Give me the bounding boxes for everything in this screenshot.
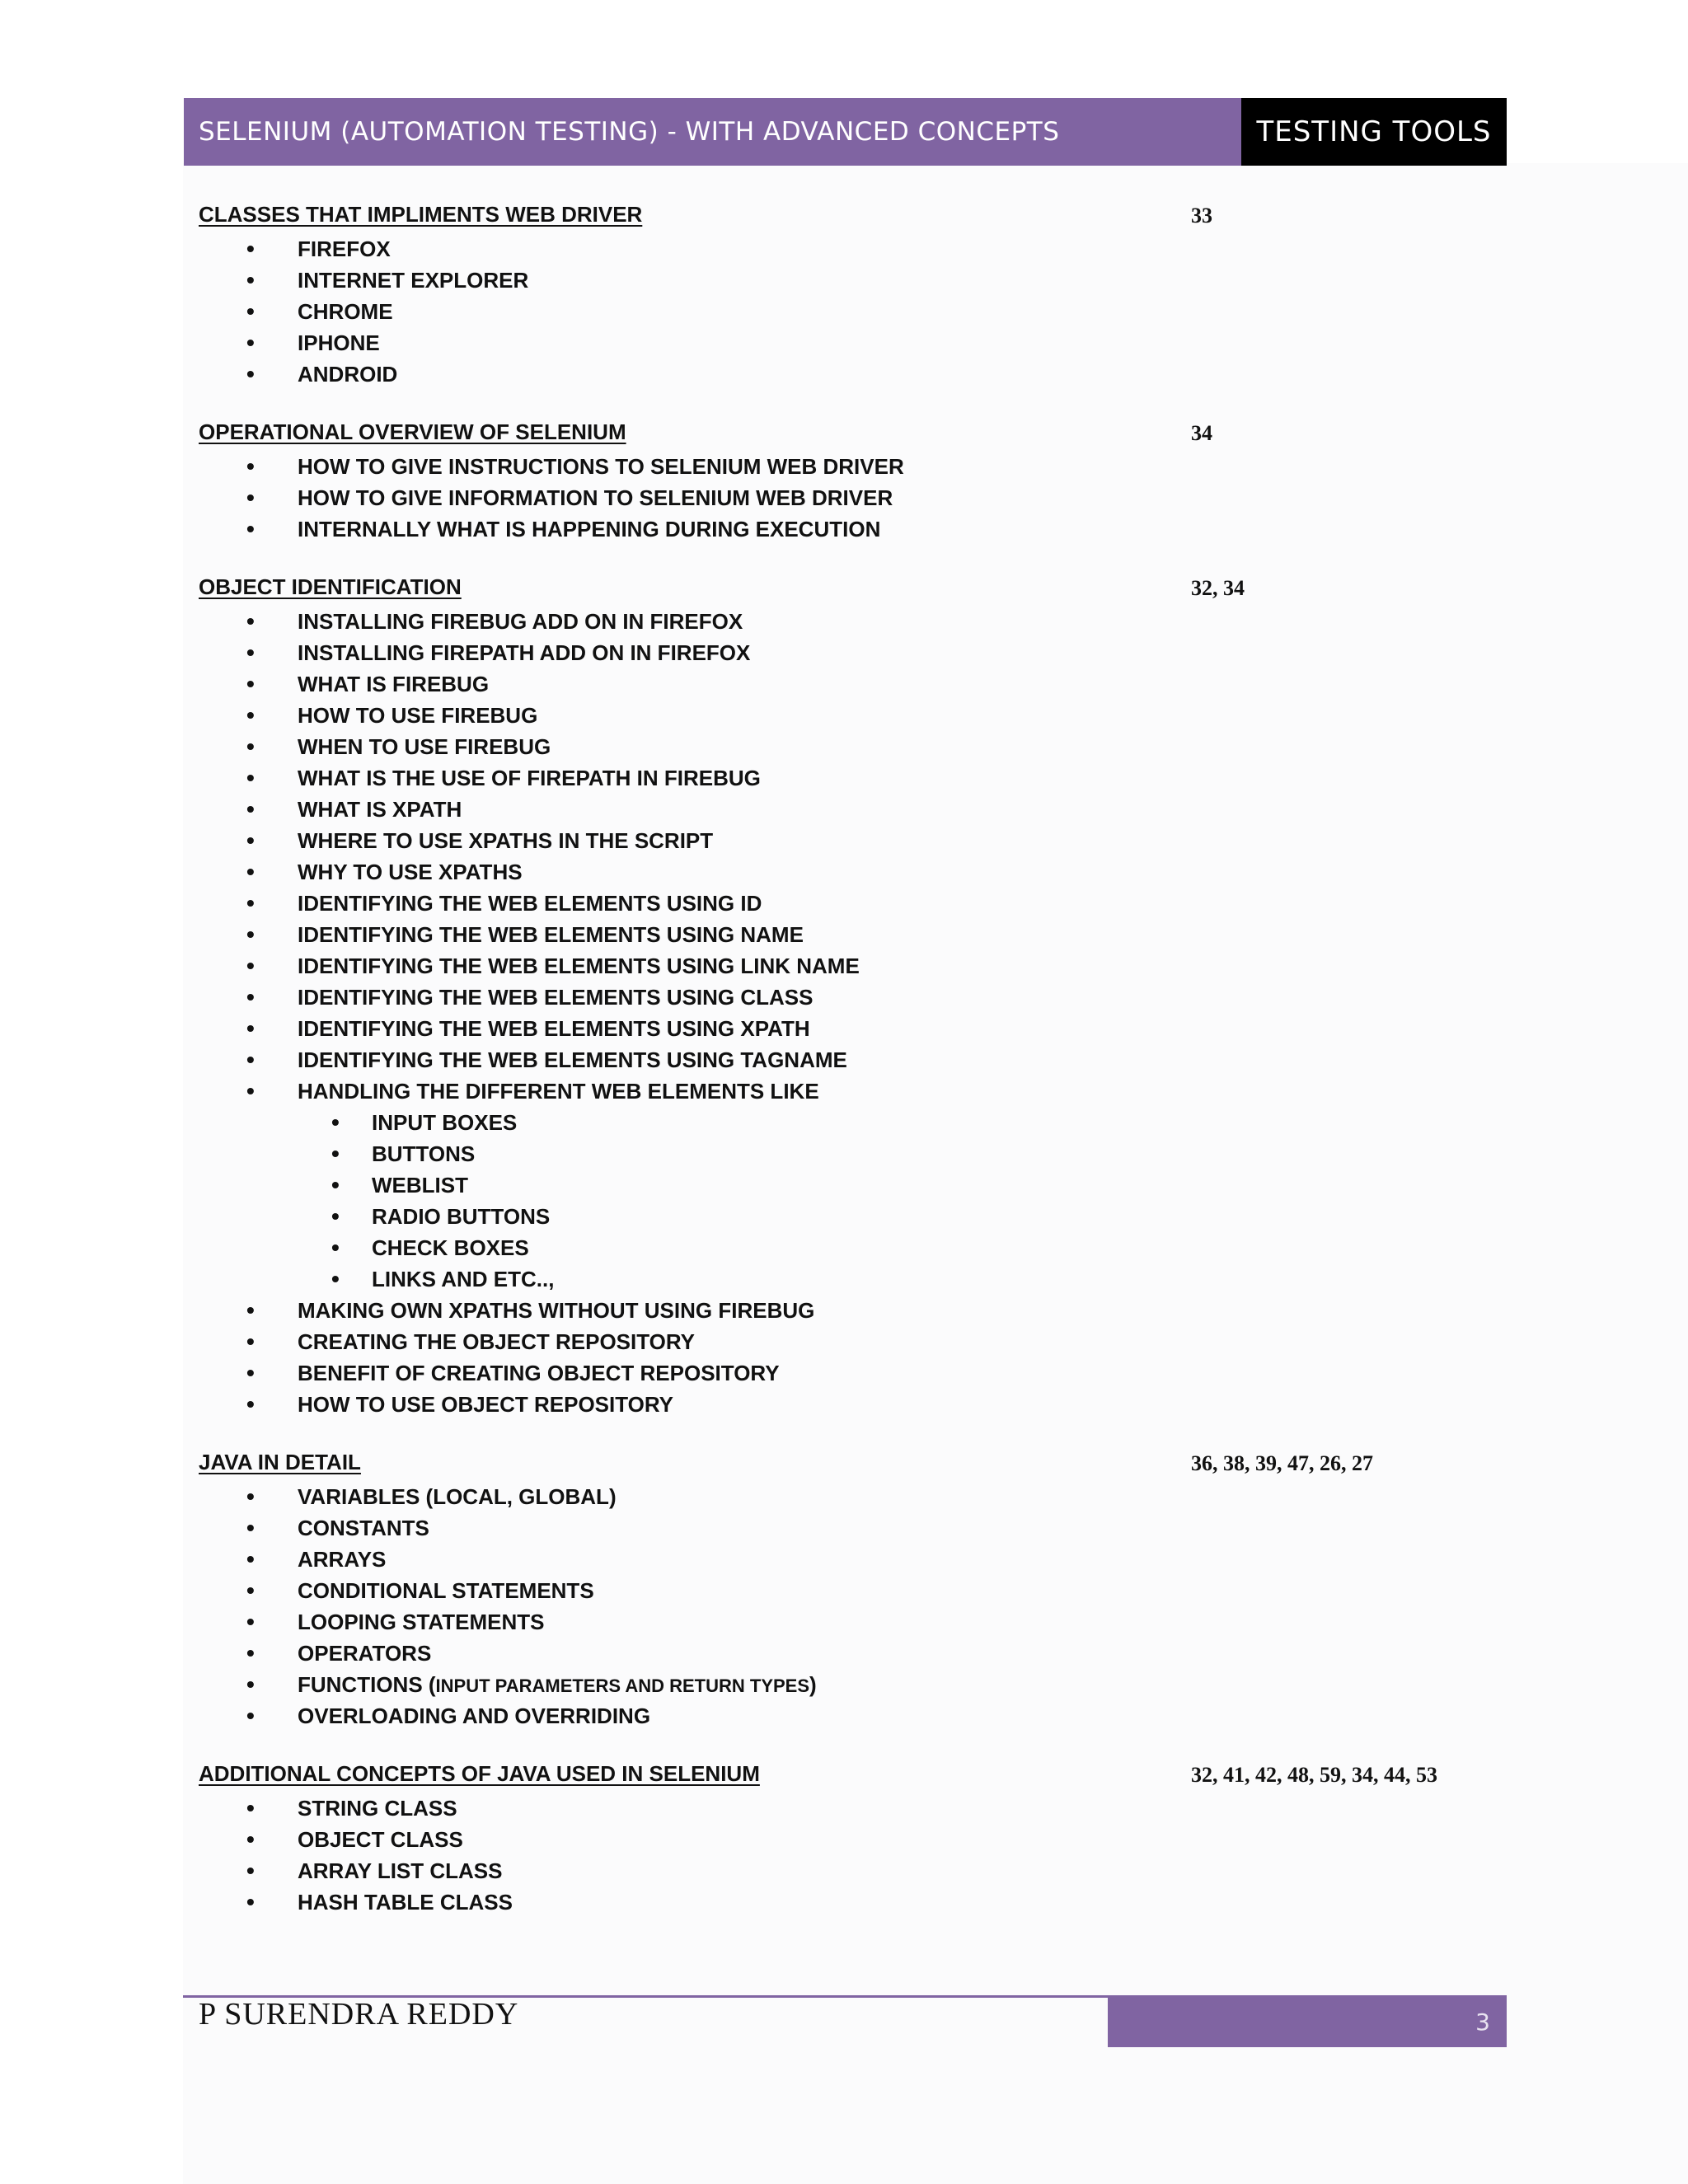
- sub-list-item: • CHECK BOXES: [199, 1232, 1509, 1263]
- list-item: • HANDLING THE DIFFERENT WEB ELEMENTS LIKE: [199, 1076, 1509, 1107]
- list-item: • OPERATORS: [199, 1638, 1509, 1669]
- list-item: • INTERNALLY WHAT IS HAPPENING DURING EXECUTION: [199, 513, 1509, 545]
- header-tag: TESTING TOOLS: [1241, 98, 1507, 166]
- list-item: • OVERLOADING AND OVERRIDING: [199, 1700, 1509, 1732]
- section-title: CLASSES THAT IMPLIMENTS WEB DRIVER: [199, 202, 643, 227]
- section-pages: 33: [1191, 204, 1212, 227]
- list-item: • CHROME: [199, 296, 1509, 327]
- list-item: • IDENTIFYING THE WEB ELEMENTS USING TAGNAME: [199, 1044, 1509, 1076]
- section-title: OBJECT IDENTIFICATION: [199, 574, 462, 599]
- list-item: • HOW TO USE OBJECT REPOSITORY: [199, 1389, 1509, 1420]
- list-item: • INTERNET EXPLORER: [199, 265, 1509, 296]
- functions-detail: INPUT PARAMETERS AND RETURN TYPES: [435, 1675, 810, 1696]
- list-item: • IDENTIFYING THE WEB ELEMENTS USING NAME: [199, 919, 1509, 950]
- list-item: • WHAT IS XPATH: [199, 794, 1509, 825]
- page-header: [184, 98, 1507, 166]
- list-item: • WHAT IS FIREBUG: [199, 668, 1509, 700]
- functions-label: FUNCTIONS (: [298, 1672, 436, 1697]
- toc-section: [199, 1761, 1509, 1918]
- toc-section: [199, 202, 1509, 390]
- section-heading: [199, 419, 1509, 451]
- bullet-list: [199, 606, 1509, 1420]
- section-pages: 32, 34: [1191, 576, 1245, 600]
- section-pages: 32, 41, 42, 48, 59, 34, 44, 53: [1191, 1763, 1437, 1787]
- section-title: OPERATIONAL OVERVIEW OF SELENIUM: [199, 419, 626, 444]
- list-item: • INSTALLING FIREPATH ADD ON IN FIREFOX: [199, 637, 1509, 668]
- page-number: 3: [1475, 2008, 1490, 2036]
- list-item: • ANDROID: [199, 359, 1509, 390]
- list-item: • IDENTIFYING THE WEB ELEMENTS USING LINK NAME: [199, 950, 1509, 982]
- section-heading: [199, 1761, 1509, 1793]
- page-number-box: [1108, 1996, 1507, 2047]
- sub-list-item: • WEBLIST: [199, 1169, 1509, 1201]
- header-title: SELENIUM (AUTOMATION TESTING) - WITH ADVANCED CONCEPTS: [184, 98, 1241, 166]
- list-item: • OBJECT CLASS: [199, 1824, 1509, 1855]
- list-item: • IPHONE: [199, 327, 1509, 359]
- footer-author: P SURENDRA REDDY: [199, 1997, 519, 2032]
- section-pages: 36, 38, 39, 47, 26, 27: [1191, 1451, 1373, 1475]
- list-item: • HASH TABLE CLASS: [199, 1886, 1509, 1918]
- section-heading: [199, 574, 1509, 606]
- list-item: • WHAT IS THE USE OF FIREPATH IN FIREBUG: [199, 762, 1509, 794]
- section-heading: [199, 1450, 1509, 1481]
- list-item-functions: [199, 1669, 1509, 1700]
- sub-list-item: • RADIO BUTTONS: [199, 1201, 1509, 1232]
- list-item: • CONDITIONAL STATEMENTS: [199, 1575, 1509, 1606]
- section-pages: 34: [1191, 421, 1212, 445]
- bullet-list: [199, 451, 1509, 545]
- list-item: • HOW TO GIVE INFORMATION TO SELENIUM WEB DRIVER: [199, 482, 1509, 513]
- sub-list-item: • LINKS AND ETC..,: [199, 1263, 1509, 1295]
- list-item: • LOOPING STATEMENTS: [199, 1606, 1509, 1638]
- bullet-list: [199, 1793, 1509, 1918]
- list-item: • INSTALLING FIREBUG ADD ON IN FIREFOX: [199, 606, 1509, 637]
- list-item: • BENEFIT OF CREATING OBJECT REPOSITORY: [199, 1357, 1509, 1389]
- list-item: • WHERE TO USE XPATHS IN THE SCRIPT: [199, 825, 1509, 856]
- list-item: • HOW TO USE FIREBUG: [199, 700, 1509, 731]
- list-item: • CONSTANTS: [199, 1512, 1509, 1544]
- list-item: • WHY TO USE XPATHS: [199, 856, 1509, 888]
- list-item: • ARRAYS: [199, 1544, 1509, 1575]
- list-item: • IDENTIFYING THE WEB ELEMENTS USING ID: [199, 888, 1509, 919]
- list-item: • IDENTIFYING THE WEB ELEMENTS USING CLASS: [199, 982, 1509, 1013]
- list-item: • VARIABLES (LOCAL, GLOBAL): [199, 1481, 1509, 1512]
- toc-section: [199, 574, 1509, 1420]
- list-item: • WHEN TO USE FIREBUG: [199, 731, 1509, 762]
- list-item: • CREATING THE OBJECT REPOSITORY: [199, 1326, 1509, 1357]
- section-heading: [199, 202, 1509, 233]
- section-title: JAVA IN DETAIL: [199, 1450, 361, 1474]
- list-item: • STRING CLASS: [199, 1793, 1509, 1824]
- list-item: • HOW TO GIVE INSTRUCTIONS TO SELENIUM WEB DRIVER: [199, 451, 1509, 482]
- toc-section: [199, 419, 1509, 545]
- list-item: • IDENTIFYING THE WEB ELEMENTS USING XPATH: [199, 1013, 1509, 1044]
- list-item: • MAKING OWN XPATHS WITHOUT USING FIREBUG: [199, 1295, 1509, 1326]
- toc-content: [199, 202, 1509, 1947]
- toc-section: [199, 1450, 1509, 1732]
- section-title: ADDITIONAL CONCEPTS OF JAVA USED IN SELENIUM: [199, 1761, 760, 1786]
- sub-list-item: • INPUT BOXES: [199, 1107, 1509, 1138]
- list-item: • FIREFOX: [199, 233, 1509, 265]
- list-item: • ARRAY LIST CLASS: [199, 1855, 1509, 1886]
- sub-list-item: • BUTTONS: [199, 1138, 1509, 1169]
- functions-close: ): [809, 1672, 817, 1697]
- bullet-list: [199, 233, 1509, 390]
- bullet-list: [199, 1481, 1509, 1732]
